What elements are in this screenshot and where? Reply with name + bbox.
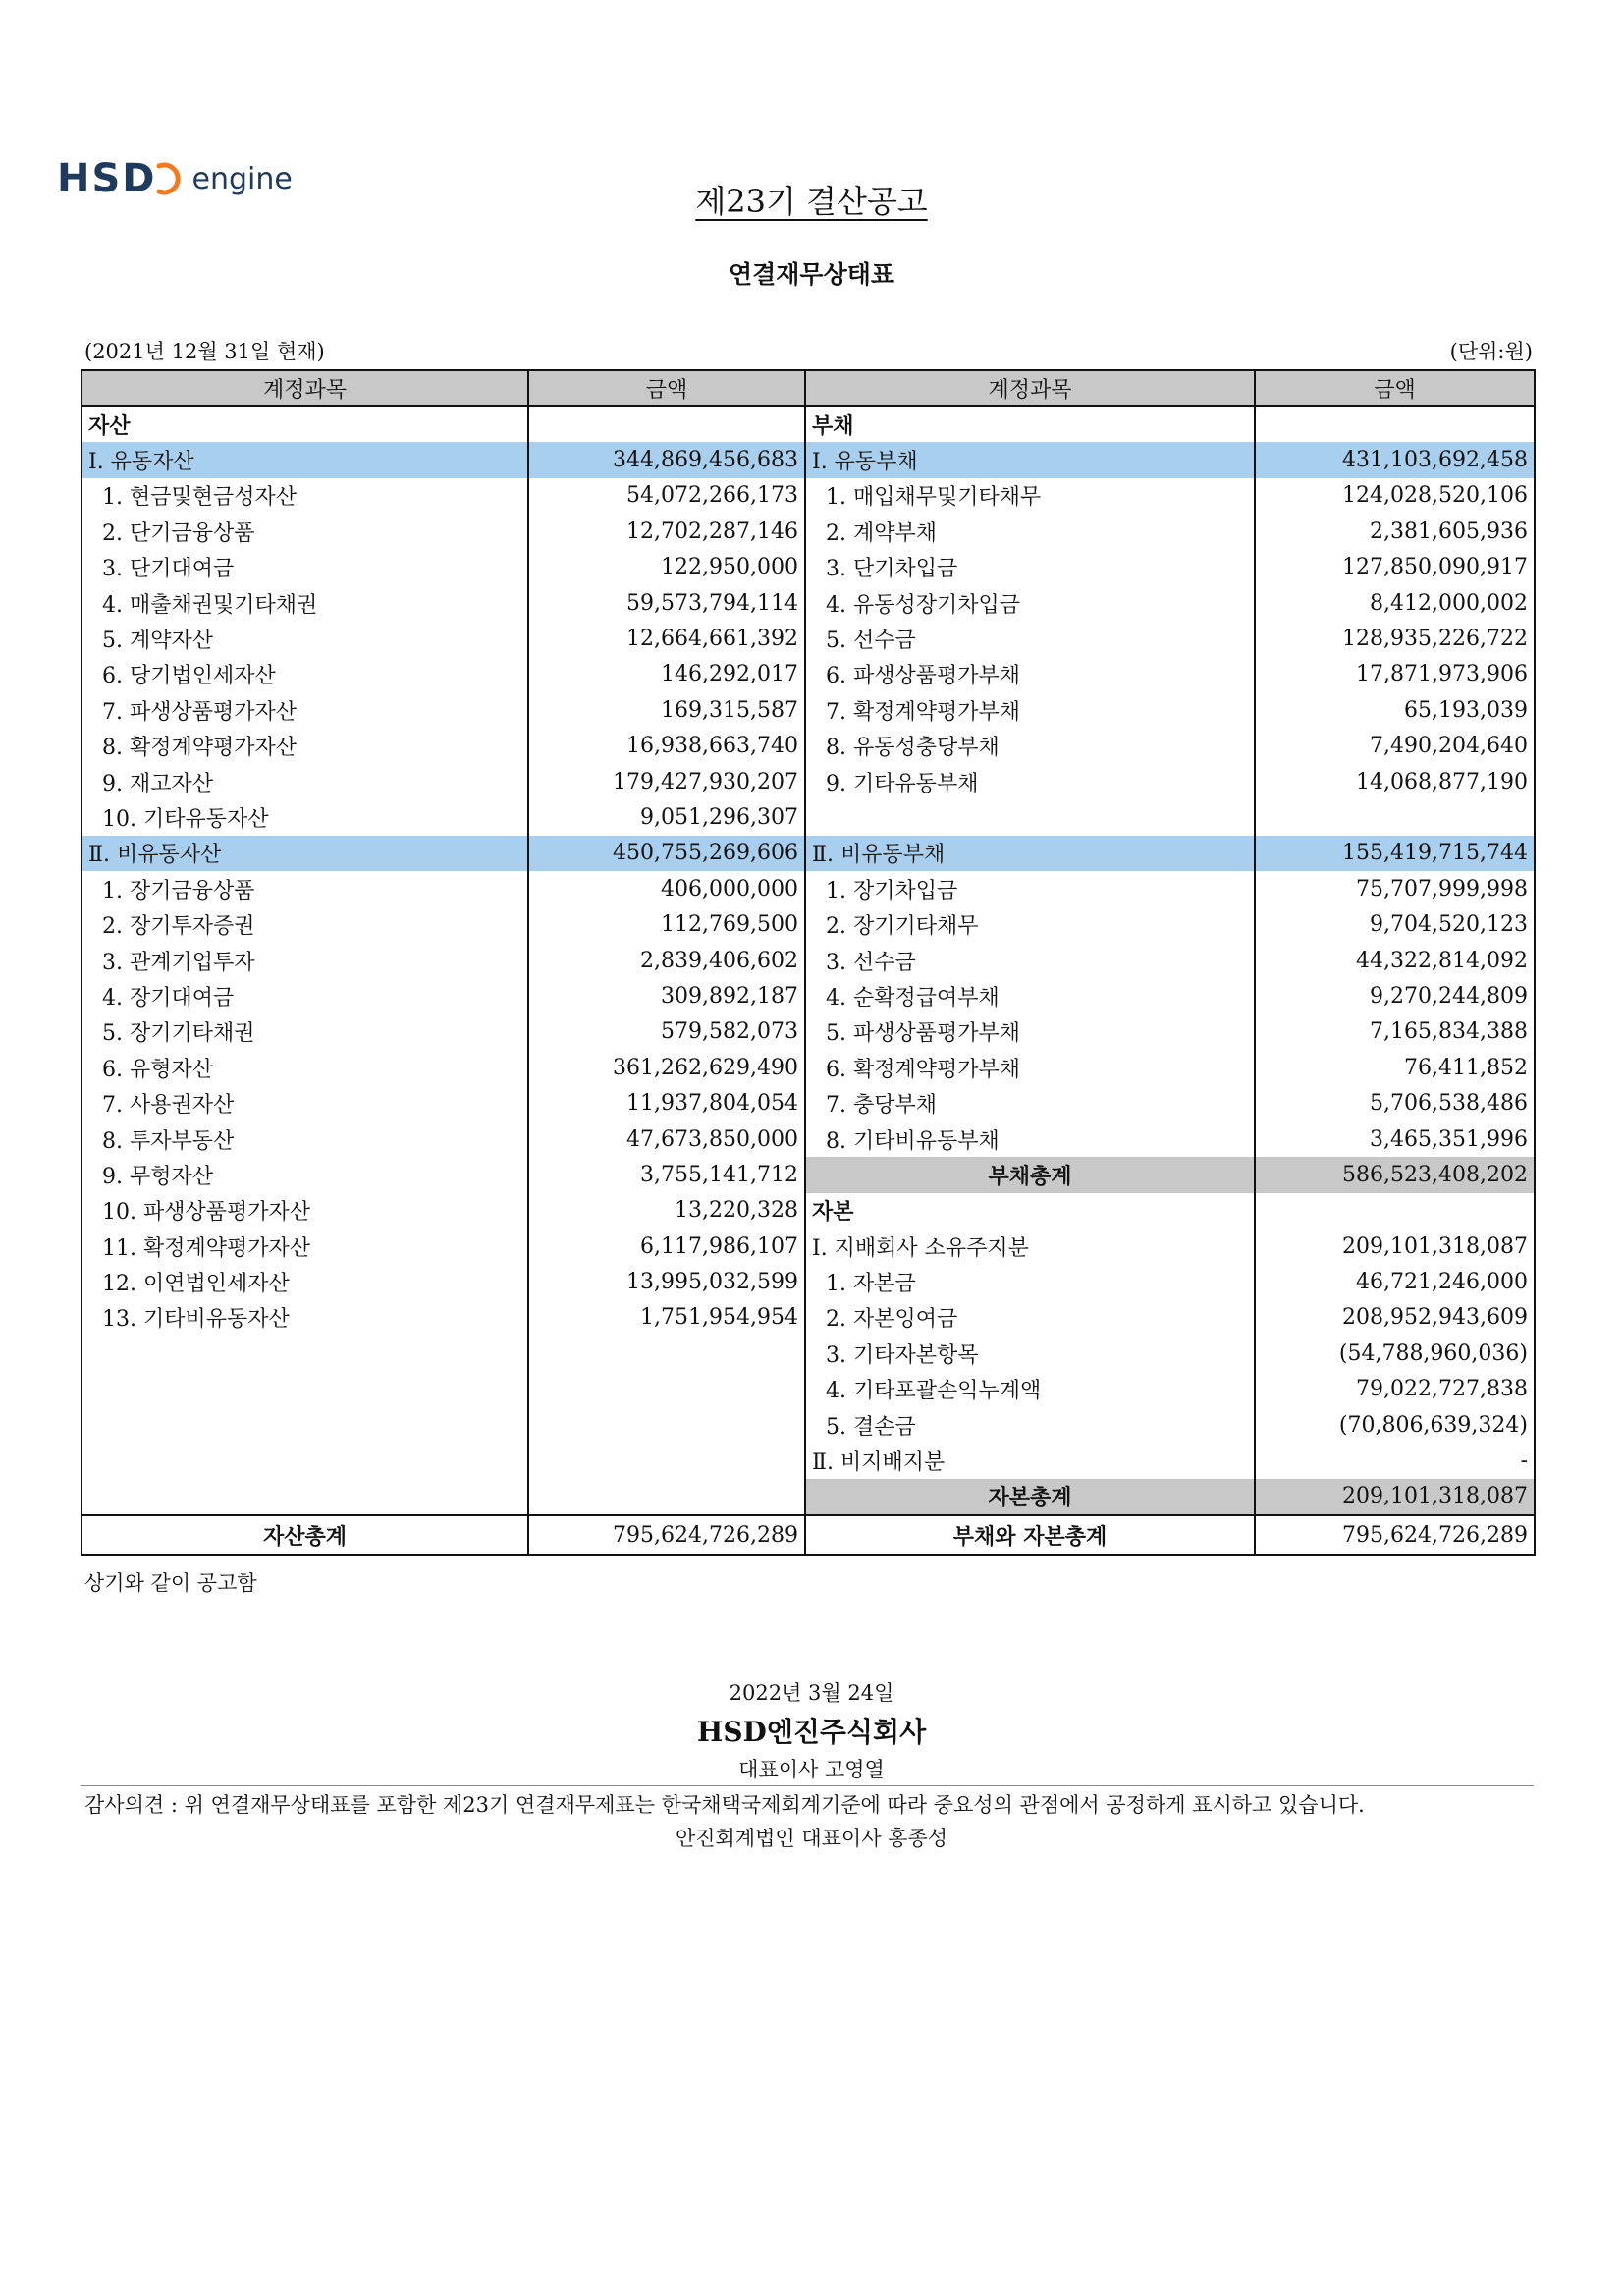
account-name-cell: [81, 1372, 528, 1407]
amount-cell: 8,412,000,002: [1255, 585, 1535, 621]
amount-cell: [528, 1407, 805, 1443]
account-name-cell: [81, 1336, 528, 1371]
account-name-cell: 7. 사용권자산: [81, 1085, 528, 1121]
amount-cell: 2,839,406,602: [528, 943, 805, 978]
account-name-cell: 1. 현금및현금성자산: [81, 478, 528, 514]
account-name-cell: Ⅰ. 유동자산: [81, 442, 528, 477]
account-name-cell: Ⅱ. 비유동부채: [805, 836, 1255, 871]
amount-cell: 5,706,538,486: [1255, 1085, 1535, 1121]
account-name-cell: [81, 1443, 528, 1478]
account-name-cell: 5. 장기기타채권: [81, 1014, 528, 1050]
account-name-cell: 10. 파생상품평가자산: [81, 1193, 528, 1229]
account-name-cell: 4. 매출채권및기타채권: [81, 585, 528, 621]
table-row: [81, 764, 1535, 799]
account-name-cell: 8. 투자부동산: [81, 1121, 528, 1157]
account-name-cell: 5. 결손금: [805, 1407, 1255, 1443]
amount-cell: 1,751,954,954: [528, 1300, 805, 1336]
account-name-cell: 12. 이연법인세자산: [81, 1264, 528, 1299]
document-subtitle: 연결재무상태표: [728, 260, 895, 289]
amount-cell: 44,322,814,092: [1255, 943, 1535, 978]
amount-cell: 46,721,246,000: [1255, 1264, 1535, 1299]
divider: [81, 1785, 1534, 1786]
amount-cell: (54,788,960,036): [1255, 1336, 1535, 1371]
account-name-cell: 5. 파생상품평가부채: [805, 1014, 1255, 1050]
amount-cell: 208,952,943,609: [1255, 1300, 1535, 1336]
amount-cell: [528, 1336, 805, 1371]
amount-cell: 112,769,500: [528, 906, 805, 942]
amount-cell: 11,937,804,054: [528, 1085, 805, 1121]
table-row: [81, 406, 1535, 442]
table-row: [81, 836, 1535, 871]
table-row: [81, 621, 1535, 656]
amount-cell: [1255, 406, 1535, 442]
account-name-cell: 부채총계: [805, 1157, 1255, 1192]
amount-cell: 6,117,986,107: [528, 1229, 805, 1264]
account-name-cell: 4. 순확정급여부채: [805, 978, 1255, 1013]
table-row: [81, 906, 1535, 942]
table-row: [81, 1121, 1535, 1157]
amount-cell: 14,068,877,190: [1255, 764, 1535, 799]
account-name-cell: Ⅰ. 유동부채: [805, 442, 1255, 477]
amount-cell: 59,573,794,114: [528, 585, 805, 621]
account-name-cell: 9. 기타유동부채: [805, 764, 1255, 799]
account-name-cell: 자본: [805, 1193, 1255, 1229]
amount-cell: 3,465,351,996: [1255, 1121, 1535, 1157]
document-title: 제23기 결산공고: [695, 183, 928, 220]
account-name-cell: 8. 유동성충당부채: [805, 729, 1255, 764]
table-row: [81, 478, 1535, 514]
account-name-cell: 1. 매입채무및기타채무: [805, 478, 1255, 514]
account-name-cell: 2. 계약부채: [805, 514, 1255, 549]
account-name-cell: 자본총계: [805, 1479, 1255, 1515]
table-row: [81, 1014, 1535, 1050]
table-row: [81, 1336, 1535, 1371]
account-name-cell: 4. 장기대여금: [81, 978, 528, 1013]
table-row: [81, 799, 1535, 835]
amount-cell: 146,292,017: [528, 657, 805, 692]
amount-cell: 450,755,269,606: [528, 836, 805, 871]
amount-cell: 12,664,661,392: [528, 621, 805, 656]
amount-cell: 54,072,266,173: [528, 478, 805, 514]
table-row: [81, 729, 1535, 764]
column-header: 금액: [528, 370, 805, 406]
amount-cell: 79,022,727,838: [1255, 1372, 1535, 1407]
account-name-cell: 8. 기타비유동부채: [805, 1121, 1255, 1157]
amount-cell: -: [1255, 1443, 1535, 1478]
amount-cell: (70,806,639,324): [1255, 1407, 1535, 1443]
amount-cell: 76,411,852: [1255, 1050, 1535, 1085]
assets-total-label: 자산총계: [81, 1515, 528, 1555]
account-name-cell: 1. 장기금융상품: [81, 871, 528, 906]
logo-suffix: engine: [191, 161, 293, 196]
account-name-cell: 9. 재고자산: [81, 764, 528, 799]
amount-cell: 122,950,000: [528, 550, 805, 585]
amount-cell: 9,270,244,809: [1255, 978, 1535, 1013]
account-name-cell: 7. 파생상품평가자산: [81, 692, 528, 728]
amount-cell: 209,101,318,087: [1255, 1229, 1535, 1264]
table-row: [81, 1443, 1535, 1478]
amount-cell: 128,935,226,722: [1255, 621, 1535, 656]
table-row: [81, 1085, 1535, 1121]
amount-cell: 17,871,973,906: [1255, 657, 1535, 692]
table-row: [81, 978, 1535, 1013]
account-name-cell: [805, 799, 1255, 835]
amount-cell: 16,938,663,740: [528, 729, 805, 764]
logo-text: HSD: [57, 156, 157, 201]
table-header-row: [81, 370, 1535, 406]
amount-cell: 12,702,287,146: [528, 514, 805, 549]
amount-cell: 309,892,187: [528, 978, 805, 1013]
account-name-cell: 6. 당기법인세자산: [81, 657, 528, 692]
table-row: [81, 871, 1535, 906]
table-row: [81, 1050, 1535, 1085]
account-name-cell: 2. 장기기타채무: [805, 906, 1255, 942]
amount-cell: 9,051,296,307: [528, 799, 805, 835]
account-name-cell: 7. 확정계약평가부채: [805, 692, 1255, 728]
amount-cell: 7,165,834,388: [1255, 1014, 1535, 1050]
account-name-cell: Ⅱ. 비유동자산: [81, 836, 528, 871]
total-row: [81, 1515, 1535, 1555]
column-header: 계정과목: [805, 370, 1255, 406]
account-name-cell: 6. 확정계약평가부채: [805, 1050, 1255, 1085]
audit-opinion: 감사의견 : 위 연결재무상태표를 포함한 제23기 연결재무제표는 한국채택국제회계기준에 따라 중요성의 관점에서 공정하게 표시하고 있습니다.: [84, 1793, 1365, 1817]
amount-cell: 179,427,930,207: [528, 764, 805, 799]
table-row: [81, 657, 1535, 692]
amount-cell: 361,262,629,490: [528, 1050, 805, 1085]
auditor-name: 안진회계법인 대표이사 홍종성: [675, 1827, 948, 1850]
balance-sheet-table: [81, 369, 1536, 1556]
table-row: [81, 1193, 1535, 1229]
account-name-cell: 2. 장기투자증권: [81, 906, 528, 942]
amount-cell: [528, 1443, 805, 1478]
amount-cell: [528, 1479, 805, 1515]
account-name-cell: 3. 단기대여금: [81, 550, 528, 585]
amount-cell: [1255, 799, 1535, 835]
amount-cell: 3,755,141,712: [528, 1157, 805, 1192]
amount-cell: [528, 406, 805, 442]
amount-cell: 75,707,999,998: [1255, 871, 1535, 906]
table-row: [81, 1264, 1535, 1299]
account-name-cell: 4. 기타포괄손익누계액: [805, 1372, 1255, 1407]
account-name-cell: Ⅰ. 지배회사 소유주지분: [805, 1229, 1255, 1264]
amount-cell: 124,028,520,106: [1255, 478, 1535, 514]
table-row: [81, 1372, 1535, 1407]
amount-cell: [1255, 1193, 1535, 1229]
table-row: [81, 1407, 1535, 1443]
column-header: 금액: [1255, 370, 1535, 406]
table-row: [81, 692, 1535, 728]
account-name-cell: 13. 기타비유동자산: [81, 1300, 528, 1336]
account-name-cell: 5. 계약자산: [81, 621, 528, 656]
account-name-cell: 3. 관계기업투자: [81, 943, 528, 978]
account-name-cell: 11. 확정계약평가자산: [81, 1229, 528, 1264]
amount-cell: 127,850,090,917: [1255, 550, 1535, 585]
account-name-cell: 자산: [81, 406, 528, 442]
account-name-cell: 3. 기타자본항목: [805, 1336, 1255, 1371]
amount-cell: 9,704,520,123: [1255, 906, 1535, 942]
liabilities-equity-total-label: 부채와 자본총계: [805, 1515, 1255, 1555]
table-row: [81, 442, 1535, 477]
account-name-cell: 10. 기타유동자산: [81, 799, 528, 835]
ceo-name: 대표이사 고영열: [738, 1758, 885, 1781]
account-name-cell: 2. 단기금융상품: [81, 514, 528, 549]
column-header: 계정과목: [81, 370, 528, 406]
amount-cell: 579,582,073: [528, 1014, 805, 1050]
account-name-cell: 4. 유동성장기차입금: [805, 585, 1255, 621]
notice-text: 상기와 같이 공고함: [84, 1571, 257, 1595]
account-name-cell: 5. 선수금: [805, 621, 1255, 656]
account-name-cell: 1. 자본금: [805, 1264, 1255, 1299]
table-row: [81, 585, 1535, 621]
amount-cell: 13,995,032,599: [528, 1264, 805, 1299]
amount-cell: 586,523,408,202: [1255, 1157, 1535, 1192]
amount-cell: 209,101,318,087: [1255, 1479, 1535, 1515]
table-row: [81, 943, 1535, 978]
assets-total-value: 795,624,726,289: [528, 1515, 805, 1555]
balance-sheet-body: [81, 406, 1535, 1515]
announcement-date: 2022년 3월 24일: [729, 1681, 894, 1705]
account-name-cell: 3. 선수금: [805, 943, 1255, 978]
account-name-cell: [81, 1407, 528, 1443]
liabilities-equity-total-value: 795,624,726,289: [1255, 1515, 1535, 1555]
amount-cell: 344,869,456,683: [528, 442, 805, 477]
table-row: [81, 514, 1535, 549]
unit-label: (단위:원): [1449, 340, 1533, 363]
account-name-cell: 부채: [805, 406, 1255, 442]
amount-cell: 431,103,692,458: [1255, 442, 1535, 477]
account-name-cell: [81, 1479, 528, 1515]
amount-cell: 13,220,328: [528, 1193, 805, 1229]
account-name-cell: 6. 파생상품평가부채: [805, 657, 1255, 692]
account-name-cell: 2. 자본잉여금: [805, 1300, 1255, 1336]
table-row: [81, 1157, 1535, 1192]
account-name-cell: 6. 유형자산: [81, 1050, 528, 1085]
amount-cell: 2,381,605,936: [1255, 514, 1535, 549]
table-row: [81, 1479, 1535, 1515]
table-row: [81, 550, 1535, 585]
account-name-cell: 9. 무형자산: [81, 1157, 528, 1192]
amount-cell: 406,000,000: [528, 871, 805, 906]
amount-cell: [528, 1372, 805, 1407]
as-of-date: (2021년 12월 31일 현재): [84, 340, 325, 363]
amount-cell: 47,673,850,000: [528, 1121, 805, 1157]
account-name-cell: 3. 단기차입금: [805, 550, 1255, 585]
amount-cell: 155,419,715,744: [1255, 836, 1535, 871]
account-name-cell: 1. 장기차입금: [805, 871, 1255, 906]
table-row: [81, 1229, 1535, 1264]
account-name-cell: 7. 충당부채: [805, 1085, 1255, 1121]
amount-cell: 169,315,587: [528, 692, 805, 728]
account-name-cell: 8. 확정계약평가자산: [81, 729, 528, 764]
amount-cell: 7,490,204,640: [1255, 729, 1535, 764]
amount-cell: 65,193,039: [1255, 692, 1535, 728]
table-row: [81, 1300, 1535, 1336]
account-name-cell: Ⅱ. 비지배지분: [805, 1443, 1255, 1478]
company-name: HSD엔진주식회사: [696, 1716, 927, 1748]
